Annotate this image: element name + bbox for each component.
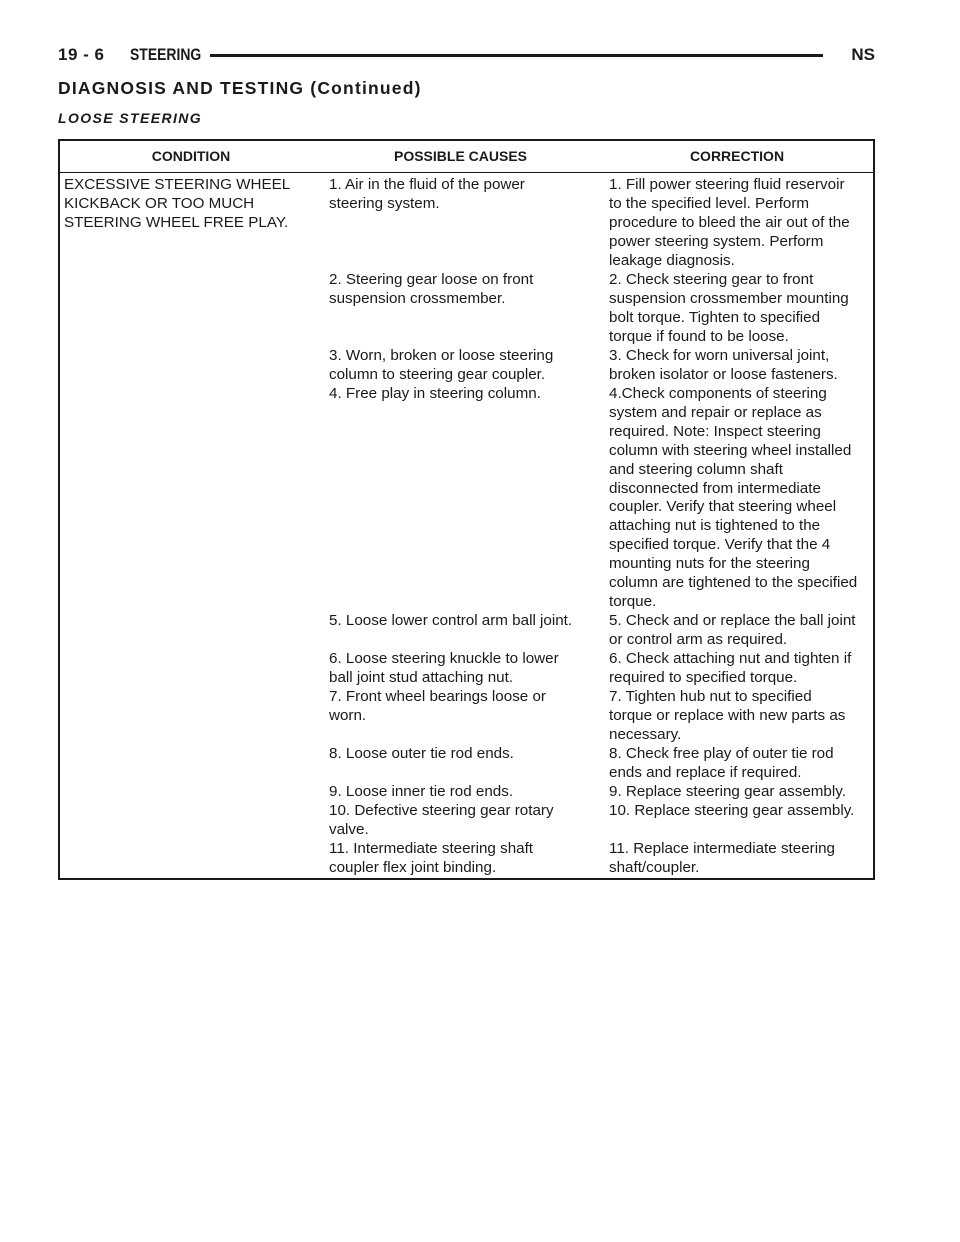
cause-cell: 8. Loose outer tie rod ends.: [329, 745, 514, 762]
cause-cell: 9. Loose inner tie rod ends.: [329, 783, 514, 800]
cause-cell: 1. Air in the fluid of the power steering system.: [329, 176, 525, 212]
sub-title: LOOSE STEERING: [58, 110, 203, 126]
correction-cell: 3. Check for worn universal joint, broken isolator or loose fasteners.: [609, 347, 838, 383]
page-number: 19 - 6: [58, 45, 105, 64]
correction-cell: 8. Check free play of outer tie rod ends and replace if required.: [609, 745, 834, 781]
header-possible-causes: POSSIBLE CAUSES: [393, 148, 528, 164]
cause-cell: 10. Defective steering gear rotary valve.: [329, 802, 554, 838]
header-rule: [210, 54, 823, 57]
correction-cell: 2. Check steering gear to front suspension crossmember mounting bolt torque. Tighten to specified torque if found to be loose.: [609, 271, 849, 345]
correction-cell: 7. Tighten hub nut to specified torque or replace with new parts as necessary.: [609, 688, 846, 743]
correction-cell: 5. Check and or replace the ball joint or control arm as required.: [609, 612, 856, 648]
diagnosis-table: [58, 139, 875, 880]
table-header: [60, 141, 873, 173]
correction-cell: 4.Check components of steering system and repair or replace as required. Note: Inspect steering column with steering wheel installed and steering column shaft disconnected from intermediate coupler. Verify that steering wheel attaching nut is tightened to the specified torque. Verify that the 4 mounting nuts for the steering column are tightened to the specified torque.: [609, 385, 858, 610]
running-head: [58, 45, 875, 67]
cause-cell: 7. Front wheel bearings loose or worn.: [329, 688, 546, 724]
header-correction: CORRECTION: [689, 148, 785, 164]
header-condition: CONDITION: [151, 148, 231, 164]
cause-cell: 6. Loose steering knuckle to lower ball joint stud attaching nut.: [329, 650, 559, 686]
cause-cell: 5. Loose lower control arm ball joint.: [329, 612, 573, 629]
cause-cell: 2. Steering gear loose on front suspension crossmember.: [329, 271, 534, 307]
correction-cell: 6. Check attaching nut and tighten if required to specified torque.: [609, 650, 852, 686]
correction-cell: 9. Replace steering gear assembly.: [609, 783, 846, 800]
cause-cell: 4. Free play in steering column.: [329, 385, 541, 402]
correction-cell: 11. Replace intermediate steering shaft/coupler.: [609, 840, 835, 876]
cause-cell: 3. Worn, broken or loose steering column to steering gear coupler.: [329, 347, 554, 383]
cause-cell: 11. Intermediate steering shaft coupler flex joint binding.: [329, 840, 534, 876]
condition-cell: EXCESSIVE STEERING WHEEL KICKBACK OR TOO MUCH STEERING WHEEL FREE PLAY.: [64, 176, 291, 231]
model-code: NS: [851, 45, 875, 64]
section-name: STEERING: [130, 45, 202, 64]
correction-cell: 1. Fill power steering fluid reservoir to the specified level. Perform procedure to bleed the air out of the power steering system. Perform leakage diagnosis.: [609, 176, 850, 269]
correction-cell: 10. Replace steering gear assembly.: [609, 802, 855, 819]
section-title: DIAGNOSIS AND TESTING (Continued): [58, 78, 422, 98]
